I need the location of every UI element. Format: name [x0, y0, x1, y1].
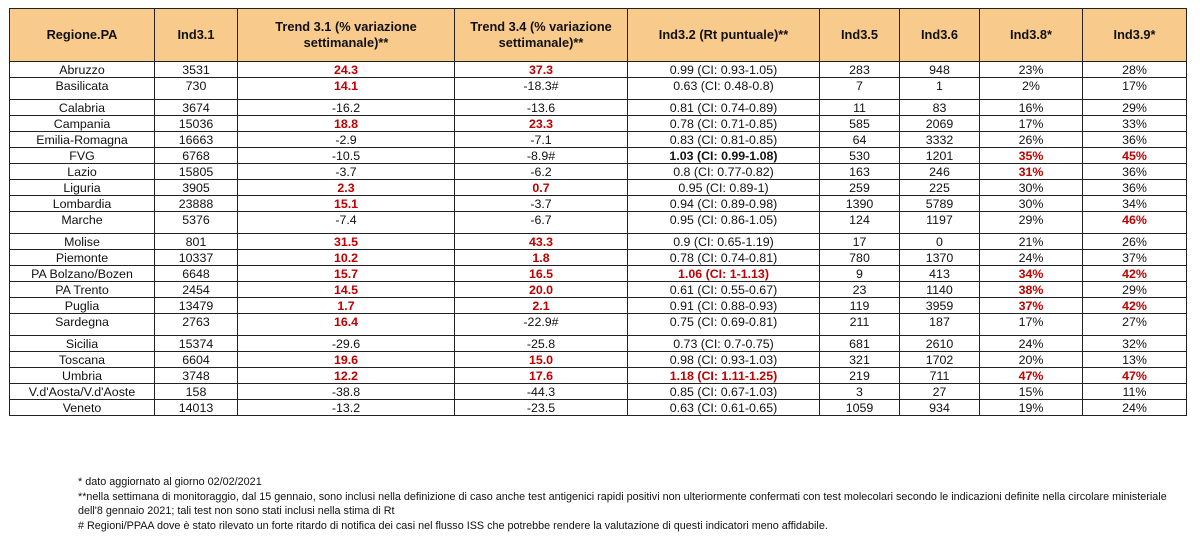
- cell-trend34: -23.5: [455, 400, 628, 416]
- cell-ind36: 934: [900, 400, 980, 416]
- cell-ind31: 3531: [155, 62, 238, 78]
- cell-ind39: 17%: [1083, 78, 1187, 100]
- cell-ind35: 11: [820, 100, 900, 116]
- cell-ind38: 37%: [980, 298, 1083, 314]
- cell-ind36: 1201: [900, 148, 980, 164]
- cell-ind35: 1059: [820, 400, 900, 416]
- cell-ind32: 1.18 (CI: 1.11-1.25): [628, 368, 820, 384]
- cell-trend31: -2.9: [238, 132, 455, 148]
- cell-trend34: -44.3: [455, 384, 628, 400]
- cell-ind38: 31%: [980, 164, 1083, 180]
- cell-ind36: 948: [900, 62, 980, 78]
- cell-ind36: 3332: [900, 132, 980, 148]
- cell-trend34: 16.5: [455, 266, 628, 282]
- cell-region: Veneto: [10, 400, 155, 416]
- cell-trend31: 14.1: [238, 78, 455, 100]
- cell-ind39: 28%: [1083, 62, 1187, 78]
- footnote-reporting-delay: # Regioni/PPAA dove è stato rilevato un forte ritardo di notifica dei casi nel flusso ISS che potrebbe rendere la valutazione di questi indicatori meno affidabile.: [78, 519, 828, 532]
- cell-ind35: 283: [820, 62, 900, 78]
- cell-region: PA Bolzano/Bozen: [10, 266, 155, 282]
- header-ind32: Ind3.2 (Rt puntuale)**: [628, 9, 820, 62]
- cell-ind31: 15374: [155, 336, 238, 352]
- cell-ind39: 32%: [1083, 336, 1187, 352]
- cell-region: Piemonte: [10, 250, 155, 266]
- cell-ind38: 26%: [980, 132, 1083, 148]
- cell-region: Emilia-Romagna: [10, 132, 155, 148]
- cell-ind39: 36%: [1083, 164, 1187, 180]
- cell-trend31: -7.4: [238, 212, 455, 234]
- cell-ind32: 0.63 (CI: 0.48-0.8): [628, 78, 820, 100]
- cell-region: Marche: [10, 212, 155, 234]
- cell-ind38: 29%: [980, 212, 1083, 234]
- cell-ind38: 30%: [980, 196, 1083, 212]
- table-row: [10, 314, 1187, 336]
- cell-trend31: 15.1: [238, 196, 455, 212]
- cell-trend31: 14.5: [238, 282, 455, 298]
- cell-ind38: 24%: [980, 336, 1083, 352]
- cell-ind35: 64: [820, 132, 900, 148]
- cell-ind32: 0.78 (CI: 0.71-0.85): [628, 116, 820, 132]
- table-row: [10, 164, 1187, 180]
- cell-region: Puglia: [10, 298, 155, 314]
- cell-ind31: 730: [155, 78, 238, 100]
- cell-trend31: -16.2: [238, 100, 455, 116]
- cell-trend34: -6.2: [455, 164, 628, 180]
- cell-ind35: 119: [820, 298, 900, 314]
- cell-ind36: 2610: [900, 336, 980, 352]
- header-ind39: Ind3.9*: [1083, 9, 1187, 62]
- cell-ind38: 30%: [980, 180, 1083, 196]
- cell-trend34: 2.1: [455, 298, 628, 314]
- cell-ind32: 1.06 (CI: 1-1.13): [628, 266, 820, 282]
- indicators-table: [9, 8, 1187, 416]
- cell-ind35: 681: [820, 336, 900, 352]
- cell-trend34: 0.7: [455, 180, 628, 196]
- cell-ind32: 0.81 (CI: 0.74-0.89): [628, 100, 820, 116]
- cell-trend31: 31.5: [238, 234, 455, 250]
- cell-region: Sardegna: [10, 314, 155, 336]
- cell-ind35: 1390: [820, 196, 900, 212]
- cell-trend31: -13.2: [238, 400, 455, 416]
- header-row: [10, 9, 1187, 62]
- cell-trend31: 1.7: [238, 298, 455, 314]
- header-region: Regione.PA: [10, 9, 155, 62]
- table-row: [10, 196, 1187, 212]
- cell-ind36: 1: [900, 78, 980, 100]
- header-trend31: Trend 3.1 (% variazione settimanale)**: [238, 9, 455, 62]
- cell-trend31: 15.7: [238, 266, 455, 282]
- cell-region: Campania: [10, 116, 155, 132]
- cell-ind39: 42%: [1083, 266, 1187, 282]
- cell-ind35: 530: [820, 148, 900, 164]
- cell-ind39: 37%: [1083, 250, 1187, 266]
- cell-ind38: 24%: [980, 250, 1083, 266]
- cell-ind38: 17%: [980, 314, 1083, 336]
- cell-ind38: 19%: [980, 400, 1083, 416]
- cell-ind31: 6604: [155, 352, 238, 368]
- cell-ind35: 219: [820, 368, 900, 384]
- cell-ind31: 801: [155, 234, 238, 250]
- cell-ind38: 20%: [980, 352, 1083, 368]
- table-row: [10, 400, 1187, 416]
- table-row: [10, 78, 1187, 100]
- cell-ind36: 2069: [900, 116, 980, 132]
- cell-ind36: 1140: [900, 282, 980, 298]
- cell-ind31: 5376: [155, 212, 238, 234]
- cell-ind35: 259: [820, 180, 900, 196]
- cell-ind39: 11%: [1083, 384, 1187, 400]
- cell-ind39: 33%: [1083, 116, 1187, 132]
- cell-ind36: 5789: [900, 196, 980, 212]
- cell-trend34: 37.3: [455, 62, 628, 78]
- table-row: [10, 62, 1187, 78]
- cell-ind32: 0.95 (CI: 0.86-1.05): [628, 212, 820, 234]
- cell-ind39: 27%: [1083, 314, 1187, 336]
- cell-ind31: 3748: [155, 368, 238, 384]
- cell-ind35: 7: [820, 78, 900, 100]
- cell-region: PA Trento: [10, 282, 155, 298]
- cell-trend34: 23.3: [455, 116, 628, 132]
- cell-ind32: 0.85 (CI: 0.67-1.03): [628, 384, 820, 400]
- cell-ind39: 46%: [1083, 212, 1187, 234]
- cell-region: Lazio: [10, 164, 155, 180]
- cell-trend34: 20.0: [455, 282, 628, 298]
- cell-ind39: 29%: [1083, 282, 1187, 298]
- cell-ind35: 780: [820, 250, 900, 266]
- cell-ind38: 17%: [980, 116, 1083, 132]
- cell-ind38: 23%: [980, 62, 1083, 78]
- cell-ind35: 9: [820, 266, 900, 282]
- table-row: [10, 116, 1187, 132]
- table-row: [10, 132, 1187, 148]
- cell-trend34: -18.3#: [455, 78, 628, 100]
- cell-ind38: 16%: [980, 100, 1083, 116]
- cell-ind39: 26%: [1083, 234, 1187, 250]
- cell-region: Toscana: [10, 352, 155, 368]
- cell-trend34: -13.6: [455, 100, 628, 116]
- cell-ind35: 585: [820, 116, 900, 132]
- table-row: [10, 212, 1187, 234]
- cell-region: FVG: [10, 148, 155, 164]
- cell-region: Abruzzo: [10, 62, 155, 78]
- cell-trend34: -8.9#: [455, 148, 628, 164]
- cell-ind36: 246: [900, 164, 980, 180]
- cell-ind32: 0.94 (CI: 0.89-0.98): [628, 196, 820, 212]
- cell-ind39: 29%: [1083, 100, 1187, 116]
- header-ind35: Ind3.5: [820, 9, 900, 62]
- cell-trend34: -22.9#: [455, 314, 628, 336]
- cell-ind32: 0.83 (CI: 0.81-0.85): [628, 132, 820, 148]
- cell-trend31: -38.8: [238, 384, 455, 400]
- cell-ind35: 3: [820, 384, 900, 400]
- table-row: [10, 250, 1187, 266]
- cell-region: Lombardia: [10, 196, 155, 212]
- cell-ind31: 10337: [155, 250, 238, 266]
- cell-region: Basilicata: [10, 78, 155, 100]
- cell-trend34: 1.8: [455, 250, 628, 266]
- cell-region: Sicilia: [10, 336, 155, 352]
- cell-ind39: 45%: [1083, 148, 1187, 164]
- cell-ind32: 0.73 (CI: 0.7-0.75): [628, 336, 820, 352]
- cell-ind32: 0.63 (CI: 0.61-0.65): [628, 400, 820, 416]
- cell-ind38: 47%: [980, 368, 1083, 384]
- table-row: [10, 234, 1187, 250]
- cell-ind36: 1370: [900, 250, 980, 266]
- table-row: [10, 148, 1187, 164]
- cell-ind36: 0: [900, 234, 980, 250]
- cell-ind39: 42%: [1083, 298, 1187, 314]
- table-row: [10, 298, 1187, 314]
- cell-ind32: 0.9 (CI: 0.65-1.19): [628, 234, 820, 250]
- cell-ind35: 17: [820, 234, 900, 250]
- cell-trend34: -6.7: [455, 212, 628, 234]
- footnotes: [78, 475, 1178, 533]
- cell-ind39: 34%: [1083, 196, 1187, 212]
- cell-trend34: -3.7: [455, 196, 628, 212]
- cell-trend31: 19.6: [238, 352, 455, 368]
- cell-ind39: 36%: [1083, 180, 1187, 196]
- cell-trend31: 2.3: [238, 180, 455, 196]
- cell-region: Calabria: [10, 100, 155, 116]
- cell-ind39: 36%: [1083, 132, 1187, 148]
- cell-ind38: 34%: [980, 266, 1083, 282]
- table-row: [10, 282, 1187, 298]
- header-trend34: Trend 3.4 (% variazione settimanale)**: [455, 9, 628, 62]
- cell-ind31: 23888: [155, 196, 238, 212]
- cell-ind36: 1197: [900, 212, 980, 234]
- cell-ind31: 2454: [155, 282, 238, 298]
- cell-ind32: 0.78 (CI: 0.74-0.81): [628, 250, 820, 266]
- cell-ind35: 211: [820, 314, 900, 336]
- cell-ind38: 2%: [980, 78, 1083, 100]
- cell-trend34: -7.1: [455, 132, 628, 148]
- cell-ind32: 0.75 (CI: 0.69-0.81): [628, 314, 820, 336]
- header-ind31: Ind3.1: [155, 9, 238, 62]
- footnote-date: * dato aggiornato al giorno 02/02/2021: [78, 476, 262, 488]
- cell-ind32: 0.8 (CI: 0.77-0.82): [628, 164, 820, 180]
- footnote-antigen-tests: **nella settimana di monitoraggio, dal 15 gennaio, sono inclusi nella definizione di caso anche test antigenici rapidi positivi non ulteriormente confermati con test molecolari secondo le indicazioni definite nella circolare ministeriale dell'8 gennaio 2021; tali test non sono stati inclusi nella stima di Rt: [78, 490, 1167, 517]
- cell-ind31: 15805: [155, 164, 238, 180]
- cell-trend34: 15.0: [455, 352, 628, 368]
- table-row: [10, 384, 1187, 400]
- cell-ind36: 27: [900, 384, 980, 400]
- cell-trend34: -25.8: [455, 336, 628, 352]
- cell-ind31: 6648: [155, 266, 238, 282]
- cell-ind31: 3674: [155, 100, 238, 116]
- table-row: [10, 336, 1187, 352]
- cell-ind31: 16663: [155, 132, 238, 148]
- cell-trend31: 12.2: [238, 368, 455, 384]
- cell-ind35: 124: [820, 212, 900, 234]
- cell-ind39: 13%: [1083, 352, 1187, 368]
- cell-ind36: 187: [900, 314, 980, 336]
- cell-ind32: 0.95 (CI: 0.89-1): [628, 180, 820, 196]
- header-ind36: Ind3.6: [900, 9, 980, 62]
- cell-region: V.d'Aosta/V.d'Aoste: [10, 384, 155, 400]
- cell-trend31: -3.7: [238, 164, 455, 180]
- cell-ind39: 24%: [1083, 400, 1187, 416]
- cell-ind38: 35%: [980, 148, 1083, 164]
- cell-ind36: 3959: [900, 298, 980, 314]
- cell-ind32: 1.03 (CI: 0.99-1.08): [628, 148, 820, 164]
- cell-ind35: 23: [820, 282, 900, 298]
- cell-ind36: 413: [900, 266, 980, 282]
- cell-trend31: 24.3: [238, 62, 455, 78]
- cell-ind35: 163: [820, 164, 900, 180]
- cell-trend31: 18.8: [238, 116, 455, 132]
- cell-trend31: 16.4: [238, 314, 455, 336]
- cell-ind31: 158: [155, 384, 238, 400]
- cell-ind32: 0.91 (CI: 0.88-0.93): [628, 298, 820, 314]
- cell-ind32: 0.61 (CI: 0.55-0.67): [628, 282, 820, 298]
- cell-ind31: 2763: [155, 314, 238, 336]
- cell-ind31: 15036: [155, 116, 238, 132]
- cell-ind32: 0.98 (CI: 0.93-1.03): [628, 352, 820, 368]
- cell-ind38: 21%: [980, 234, 1083, 250]
- cell-ind36: 225: [900, 180, 980, 196]
- cell-region: Liguria: [10, 180, 155, 196]
- cell-ind35: 321: [820, 352, 900, 368]
- cell-ind32: 0.99 (CI: 0.93-1.05): [628, 62, 820, 78]
- cell-region: Molise: [10, 234, 155, 250]
- cell-ind36: 83: [900, 100, 980, 116]
- cell-ind31: 6768: [155, 148, 238, 164]
- table-row: [10, 352, 1187, 368]
- cell-ind39: 47%: [1083, 368, 1187, 384]
- cell-ind36: 1702: [900, 352, 980, 368]
- cell-ind38: 38%: [980, 282, 1083, 298]
- cell-trend31: -10.5: [238, 148, 455, 164]
- cell-trend31: 10.2: [238, 250, 455, 266]
- cell-ind36: 711: [900, 368, 980, 384]
- cell-trend31: -29.6: [238, 336, 455, 352]
- header-ind38: Ind3.8*: [980, 9, 1083, 62]
- table-row: [10, 100, 1187, 116]
- cell-ind31: 14013: [155, 400, 238, 416]
- table-row: [10, 266, 1187, 282]
- cell-ind38: 15%: [980, 384, 1083, 400]
- cell-region: Umbria: [10, 368, 155, 384]
- table-row: [10, 180, 1187, 196]
- table-row: [10, 368, 1187, 384]
- cell-ind31: 13479: [155, 298, 238, 314]
- cell-trend34: 17.6: [455, 368, 628, 384]
- cell-ind31: 3905: [155, 180, 238, 196]
- cell-trend34: 43.3: [455, 234, 628, 250]
